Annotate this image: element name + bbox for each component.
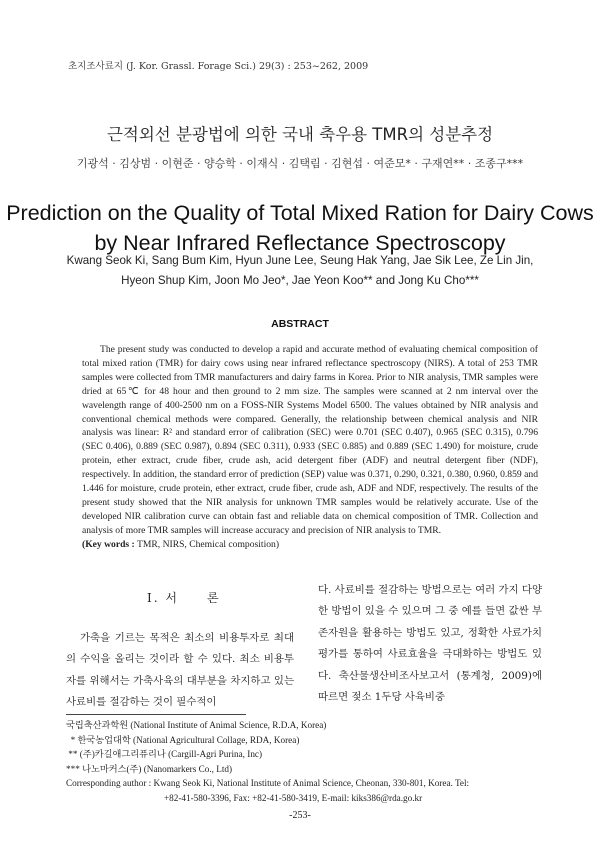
english-authors	[0, 251, 600, 291]
footnote-affiliation: 국립축산과학원 (National Institute of Animal Science, R.D.A, Korea)	[66, 720, 327, 730]
journal-header: 초지조사료지 (J. Kor. Grassl. Forage Sci.) 29(3) : 253~262, 2009	[68, 61, 369, 72]
footnote-divider	[66, 714, 246, 715]
footnote-corresponding-author: Corresponding author : Kwang Seok Ki, National Institute of Animal Science, Cheonan, 330-801, Korea. Tel:	[66, 778, 470, 788]
abstract-body	[82, 343, 538, 552]
page-number: -253-	[289, 810, 311, 821]
abstract-paragraph: The present study was conducted to develop a rapid and accurate method of evaluating chemical composition of total mixed ration (TMR) for dairy cows using near infrared reflectance spectroscopy (NIRS). A total of 253 TMR samples were collected from TMR manufacturers and dairy farms in Korea. Prior to NIR analysis, TMR samples were dried at 65℃ for 48 hour and then ground to 2 mm size. The samples were scanned at 2 nm interval over the wavelength range of 400-2500 nm on a FOSS-NIR Systems Model 6500. The values obtained by NIR analysis and conventional chemical methods were compared. Generally, the relationship between chemical analysis and NIR analysis was linear: R² and standard error of calibration (SEC) were 0.701 (SEC 0.407), 0.965 (SEC 0.315), 0.796 (SEC 0.406), 0.889 (SEC 0.987), 0.894 (SEC 0.311), 0.933 (SEC 0.885) and 0.889 (SEC 1.490) for moisture, crude protein, ether extract, crude fiber, crude ash, acid detergent fiber (ADF) and neutral detergent fiber (NDF), respectively. In addition, the standard error of prediction (SEP) value was 0.371, 0.290, 0.321, 0.380, 0.960, 0.859 and 1.446 for moisture, crude protein, ether extract, crude fiber, crude ash, ADF and NDF, respectively. The results of the present study showed that the NIR analysis for unknown TMR samples would be relatively accurate. Use of the developed NIR calibration curve can obtain fast and reliable data on chemical composition of TMR. Collection and analysis of more TMR samples will increase accuracy and precision of NIR analysis to TMR.	[82, 344, 538, 536]
footnotes	[66, 718, 546, 805]
footnote-contact: +82-41-580-3396, Fax: +82-41-580-3419, E-mail: kiks386@rda.go.kr	[164, 792, 423, 803]
english-authors-line-1: Kwang Seok Ki, Sang Bum Kim, Hyun June Lee, Seung Hak Yang, Jae Sik Lee, Ze Lin Jin,	[66, 254, 534, 267]
body-column-left	[66, 628, 294, 714]
english-title-line-2: by Near Infrared Reflectance Spectroscopy	[94, 231, 506, 255]
abstract-heading: ABSTRACT	[271, 318, 329, 330]
korean-authors: 기광석 · 김상범 · 이현준 · 양승학 · 이재식 · 김택림 · 김현섭 · 여준모* · 구재연** · 조종구***	[76, 157, 524, 170]
english-title-line-1: Prediction on the Quality of Total Mixed Ration for Dairy Cows	[6, 201, 594, 225]
footnote-affiliation: * 한국농업대학 (National Agricultural Collage, RDA, Korea)	[66, 734, 300, 745]
section-heading-introduction: Ⅰ. 서 론	[147, 591, 221, 605]
keywords-label: (Key words :	[82, 538, 135, 550]
body-paragraph-right: 다. 사료비를 절감하는 방법으로는 여러 가지 다양한 방법이 있을 수 있으며 그 중 예를 들면 값싼 부존자원을 활용하는 방법도 있고, 정확한 사료가치 평가를 통하여 사료효율을 극대화하는 방법도 있다. 축산물생산비조사보고서 (통계청, 2009)에 따르면 젖소 1두당 사육비중	[318, 584, 542, 704]
body-column-right	[318, 580, 542, 708]
korean-title: 근적외선 분광법에 의한 국내 축우용 TMR의 성분추정	[106, 125, 494, 144]
english-authors-line-2: Hyeon Shup Kim, Joon Mo Jeo*, Jae Yeon Koo** and Jong Ku Cho***	[121, 274, 479, 287]
keywords-text: TMR, NIRS, Chemical composition)	[134, 538, 280, 550]
footnote-affiliation: *** 나노마커스(주) (Nanomarkers Co., Ltd)	[66, 763, 233, 774]
english-title	[0, 198, 600, 258]
body-paragraph-left: 가축을 기르는 목적은 최소의 비용투자로 최대의 수익을 올리는 것이라 할 수 있다. 최소 비용투자를 위해서는 가축사육의 대부분을 차지하고 있는 사료비를 절감하는 것이 필수적이	[66, 632, 294, 709]
footnote-affiliation: ** (주)카길애그리퓨리나 (Cargill-Agri Purina, Inc)	[66, 749, 263, 759]
keywords	[82, 538, 538, 552]
